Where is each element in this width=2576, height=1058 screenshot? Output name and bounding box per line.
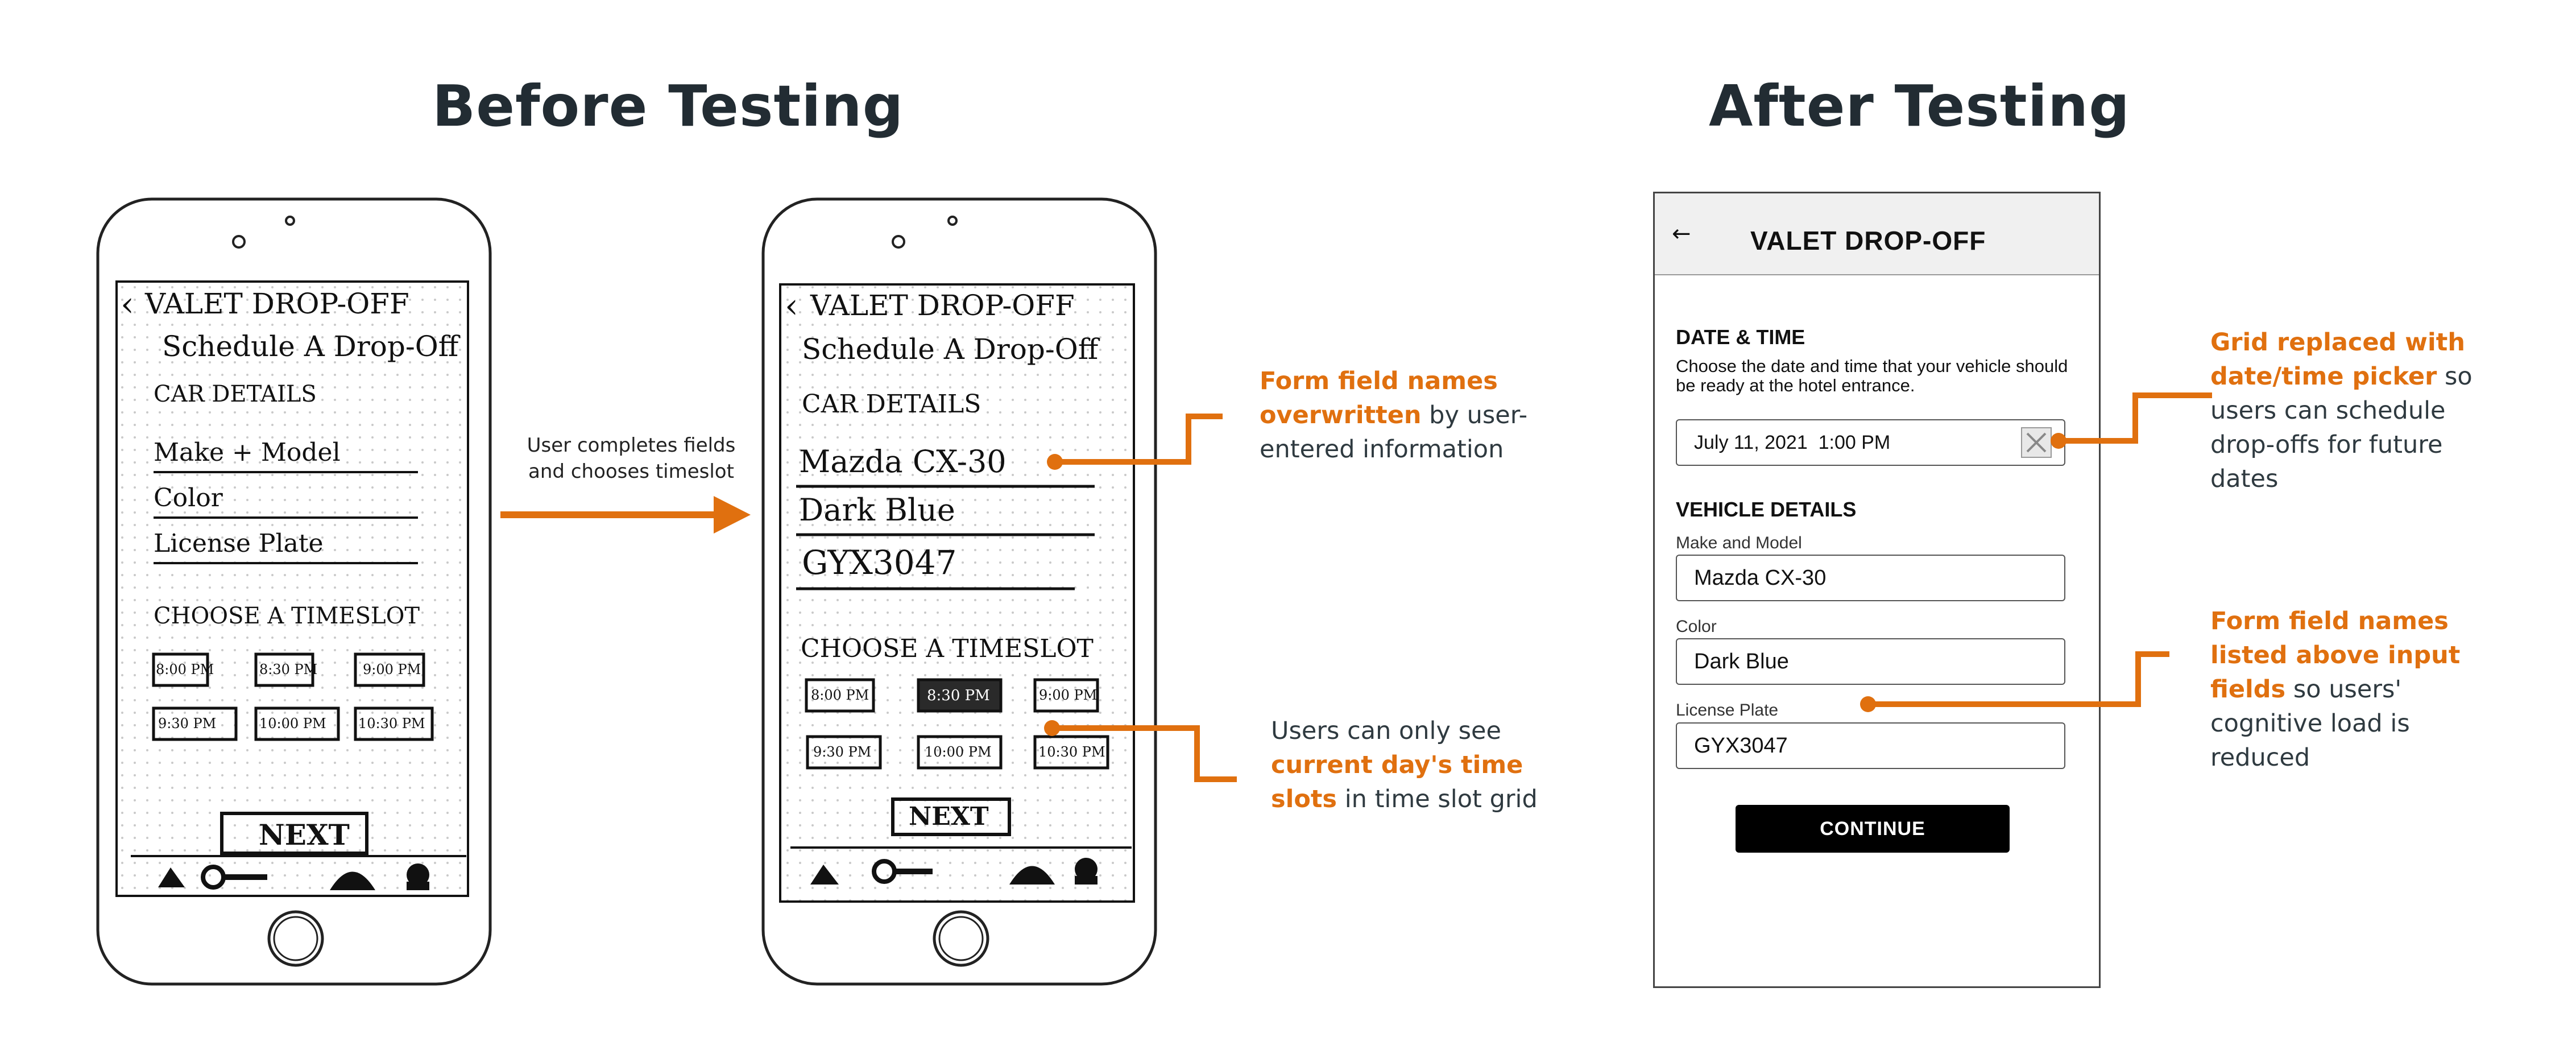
sketch-field-value: Mazda CX-30 (799, 444, 1007, 480)
annotation-highlight: Form field names listed above input fields (2210, 607, 2461, 704)
sketch-phone-before (91, 193, 496, 990)
license-plate-label: License Plate (1676, 701, 1779, 720)
screen-title: VALET DROP-OFF (1750, 226, 1986, 255)
sketch-slot: 9:00 PM (363, 662, 421, 677)
heading-before: Before Testing (432, 73, 904, 139)
license-plate-input[interactable] (1676, 722, 2065, 769)
sketch-back-icon: ‹ (785, 286, 798, 326)
annotation-text: Users can only see (1271, 717, 1501, 745)
sketch-subtitle: Schedule A Drop-Off (802, 333, 1099, 366)
sketch-section-timeslot: CHOOSE A TIMESLOT (801, 634, 1094, 663)
sketch-title: VALET DROP-OFF (810, 289, 1075, 322)
mockup-phone (1653, 192, 2101, 988)
color-value: Dark Blue (1694, 649, 1789, 673)
sketch-slot: 9:30 PM (158, 716, 217, 731)
license-plate-value: GYX3047 (1694, 733, 1788, 758)
connector-a1 (1046, 410, 1223, 478)
annotation-highlight: current day's time slots (1271, 751, 1523, 813)
sketch-slot: 10:00 PM (925, 744, 992, 760)
annotation-text: in time slot grid (1337, 785, 1538, 813)
sketch-title: VALET DROP-OFF (145, 287, 409, 320)
sketch-section-timeslot: CHOOSE A TIMESLOT (154, 603, 420, 629)
annotation-highlight: Form field names overwritten (1260, 367, 1498, 429)
continue-button[interactable] (1736, 805, 2010, 853)
sketch-slot: 10:00 PM (259, 716, 326, 731)
connector-a3 (2050, 387, 2223, 449)
sketch-back-icon: ‹ (121, 284, 134, 324)
section-date-time: DATE & TIME (1676, 325, 1805, 349)
sketch-next: NEXT (259, 818, 350, 852)
sketch-field: Color (154, 483, 223, 513)
sketch-field: Make + Model (154, 438, 341, 467)
sketch-slot: 9:30 PM (813, 744, 872, 760)
continue-button-label: CONTINUE (1820, 817, 1925, 840)
sketch-field-value: GYX3047 (802, 543, 957, 582)
annotation-highlight: Grid replaced with date/time picker (2210, 328, 2465, 391)
annotation-current-day-slots (1271, 714, 1567, 816)
sketch-slot-selected: 8:30 PM (927, 687, 990, 704)
sketch-next: NEXT (909, 802, 989, 831)
arrow-label-line2: and chooses timeslot (528, 460, 734, 483)
arrow-label (500, 432, 762, 485)
sketch-slot: 8:30 PM (259, 662, 318, 677)
make-model-value: Mazda CX-30 (1694, 565, 1827, 590)
sketch-section-car: CAR DETAILS (154, 381, 317, 407)
sketch-slot: 8:00 PM (811, 687, 869, 703)
date-help-text: Choose the date and time that your vehicle should be ready at the hotel entrance. (1676, 356, 2068, 395)
sketch-field: License Plate (154, 529, 324, 558)
date-time-picker[interactable] (1676, 419, 2065, 466)
sketch-slot: 8:00 PM (156, 662, 214, 677)
make-model-input[interactable] (1676, 555, 2065, 601)
annotation-date-time-picker (2210, 325, 2506, 496)
connector-a4 (1859, 646, 2178, 725)
sketch-slot: 10:30 PM (1038, 744, 1105, 760)
annotation-text: so users' cognitive load is reduced (2210, 675, 2410, 772)
annotation-text: so users can schedule drop-offs for future dates (2210, 362, 2473, 493)
back-arrow-icon[interactable]: ← (1672, 221, 1691, 247)
sketch-slot: 9:00 PM (1039, 687, 1098, 703)
sketch-subtitle: Schedule A Drop-Off (162, 330, 459, 363)
annotation-labels-above-fields (2210, 604, 2478, 775)
arrow-label-line1: User completes fields (527, 434, 736, 457)
color-label: Color (1676, 617, 1717, 636)
date-time-value: July 11, 2021 1:00 PM (1694, 431, 1891, 453)
annotation-text: by user-entered information (1260, 401, 1528, 464)
section-vehicle-details: VEHICLE DETAILS (1676, 498, 1857, 521)
heading-after: After Testing (1709, 73, 2130, 139)
annotation-form-fields-overwritten (1260, 364, 1555, 466)
sketch-field-value: Dark Blue (799, 492, 955, 528)
sketch-section-car: CAR DETAILS (802, 390, 981, 419)
clear-date-icon[interactable] (2020, 427, 2052, 458)
make-model-label: Make and Model (1676, 534, 1802, 552)
sketch-phone-after (756, 193, 1161, 990)
connector-a2 (1043, 720, 1237, 788)
arrow-right-icon (495, 489, 756, 540)
sketch-slot: 10:30 PM (358, 716, 425, 731)
